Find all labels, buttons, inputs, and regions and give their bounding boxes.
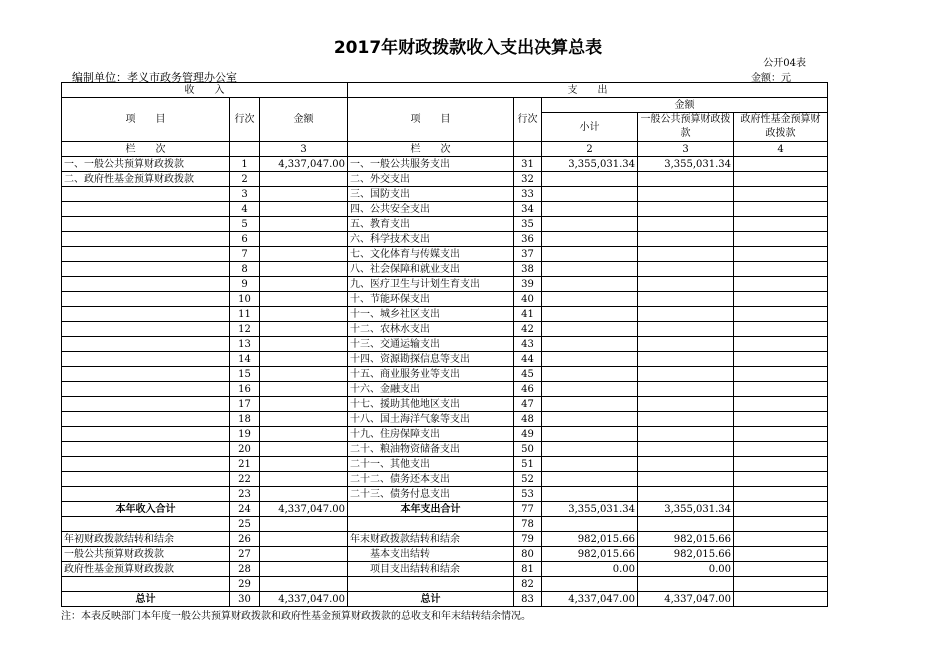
expense-gov-fund-cell <box>734 427 828 442</box>
expense-subtotal-cell <box>542 247 638 262</box>
table-row <box>62 157 828 172</box>
table-row <box>62 562 828 577</box>
expense-item-cell: 十五、商业服务业等支出 <box>348 367 514 382</box>
gov-fund-header: 政府性基金预算财政拨款 <box>734 113 828 142</box>
expense-gov-fund-cell <box>734 247 828 262</box>
expense-row-no-cell: 37 <box>514 247 542 262</box>
income-amount-cell <box>260 307 348 322</box>
expense-gov-fund-cell <box>734 172 828 187</box>
subtotal-header: 小计 <box>542 113 638 142</box>
table-row <box>62 472 828 487</box>
expense-item-cell: 十二、农林水支出 <box>348 322 514 337</box>
expense-general-budget-cell <box>638 232 734 247</box>
expense-row-no-cell: 80 <box>514 547 542 562</box>
expense-gov-fund-cell <box>734 277 828 292</box>
expense-item-cell: 八、社会保障和就业支出 <box>348 262 514 277</box>
income-row-no-cell: 27 <box>230 547 260 562</box>
column-index-row <box>62 142 828 157</box>
income-item-cell <box>62 232 230 247</box>
table-row <box>62 382 828 397</box>
income-amount-cell <box>260 247 348 262</box>
expense-subtotal-cell: 3,355,031.34 <box>542 157 638 172</box>
income-item-cell <box>62 187 230 202</box>
expense-row-no-cell: 33 <box>514 187 542 202</box>
expense-row-no-cell: 38 <box>514 262 542 277</box>
expense-item-header: 项 目 <box>348 98 514 142</box>
expense-general-budget-cell <box>638 172 734 187</box>
income-row-no-cell: 18 <box>230 412 260 427</box>
income-row-no-cell: 23 <box>230 487 260 502</box>
header-row-1 <box>62 83 828 98</box>
expense-subtotal-cell <box>542 382 638 397</box>
expense-subtotal-cell <box>542 322 638 337</box>
expense-item-cell <box>348 577 514 592</box>
income-col-label: 栏 次 <box>62 142 230 157</box>
income-amount-cell <box>260 277 348 292</box>
table-row <box>62 457 828 472</box>
expense-general-budget-cell <box>638 337 734 352</box>
table-row <box>62 352 828 367</box>
expense-item-cell: 十四、资源勘探信息等支出 <box>348 352 514 367</box>
expense-gov-fund-cell <box>734 442 828 457</box>
expense-row-no-cell: 32 <box>514 172 542 187</box>
expense-row-no-cell: 34 <box>514 202 542 217</box>
expense-item-cell: 五、教育支出 <box>348 217 514 232</box>
table-row <box>62 337 828 352</box>
expense-subtotal-cell <box>542 577 638 592</box>
table-row <box>62 217 828 232</box>
expense-subtotal-cell <box>542 472 638 487</box>
expense-row-no-cell: 41 <box>514 307 542 322</box>
income-col-3: 3 <box>260 142 348 157</box>
expense-subtotal-cell <box>542 292 638 307</box>
income-amount-cell <box>260 367 348 382</box>
income-row-no-cell: 28 <box>230 562 260 577</box>
expense-gov-fund-cell <box>734 352 828 367</box>
income-item-cell <box>62 217 230 232</box>
expense-general-budget-cell: 3,355,031.34 <box>638 502 734 517</box>
expense-subtotal-cell <box>542 412 638 427</box>
expense-item-cell: 二十、粮油物资储备支出 <box>348 442 514 457</box>
expense-row-no-cell: 82 <box>514 577 542 592</box>
income-item-cell: 二、政府性基金预算财政拨款 <box>62 172 230 187</box>
income-amount-cell <box>260 397 348 412</box>
expense-gov-fund-cell <box>734 577 828 592</box>
income-item-cell <box>62 577 230 592</box>
income-row-no-cell: 26 <box>230 532 260 547</box>
expense-row-no-cell: 42 <box>514 322 542 337</box>
income-row-no-cell: 22 <box>230 472 260 487</box>
expense-subtotal-cell: 982,015.66 <box>542 532 638 547</box>
expense-col-4: 4 <box>734 142 828 157</box>
expense-general-budget-cell: 982,015.66 <box>638 547 734 562</box>
expense-row-no-cell: 83 <box>514 592 542 607</box>
income-item-cell <box>62 247 230 262</box>
income-item-cell <box>62 337 230 352</box>
expense-col-no <box>514 142 542 157</box>
expense-gov-fund-cell <box>734 412 828 427</box>
income-amount-cell <box>260 262 348 277</box>
table-row <box>62 547 828 562</box>
expense-general-budget-cell <box>638 577 734 592</box>
expense-gov-fund-cell <box>734 382 828 397</box>
expense-subtotal-cell: 3,355,031.34 <box>542 502 638 517</box>
income-item-cell <box>62 382 230 397</box>
expense-item-cell: 本年支出合计 <box>348 502 514 517</box>
income-row-no-cell: 10 <box>230 292 260 307</box>
income-amount-cell <box>260 517 348 532</box>
income-amount-cell <box>260 217 348 232</box>
expense-subtotal-cell <box>542 442 638 457</box>
expense-row-no-cell: 44 <box>514 352 542 367</box>
expense-gov-fund-cell <box>734 232 828 247</box>
expense-general-budget-cell <box>638 517 734 532</box>
income-item-cell <box>62 487 230 502</box>
income-row-no-cell: 6 <box>230 232 260 247</box>
income-row-no-cell: 1 <box>230 157 260 172</box>
income-row-no-cell: 21 <box>230 457 260 472</box>
expense-row-no-cell: 39 <box>514 277 542 292</box>
income-item-cell <box>62 397 230 412</box>
expense-subtotal-cell <box>542 217 638 232</box>
table-row <box>62 277 828 292</box>
expense-subtotal-cell <box>542 172 638 187</box>
expense-item-cell: 十八、国土海洋气象等支出 <box>348 412 514 427</box>
expense-item-cell: 九、医疗卫生与计划生育支出 <box>348 277 514 292</box>
income-amount-cell <box>260 577 348 592</box>
income-item-cell: 一般公共预算财政拨款 <box>62 547 230 562</box>
income-row-no-cell: 30 <box>230 592 260 607</box>
income-item-cell <box>62 292 230 307</box>
table-row <box>62 322 828 337</box>
expense-subtotal-cell <box>542 397 638 412</box>
expense-gov-fund-cell <box>734 487 828 502</box>
expense-general-budget-cell <box>638 292 734 307</box>
income-amount-cell <box>260 337 348 352</box>
expense-item-cell: 十、节能环保支出 <box>348 292 514 307</box>
expense-row-no-cell: 31 <box>514 157 542 172</box>
expense-subtotal-cell <box>542 337 638 352</box>
income-row-no-cell: 15 <box>230 367 260 382</box>
expense-item-cell: 十一、城乡社区支出 <box>348 307 514 322</box>
table-row <box>62 577 828 592</box>
expense-row-no-cell: 36 <box>514 232 542 247</box>
table-row <box>62 367 828 382</box>
income-amount-cell <box>260 472 348 487</box>
income-row-no-cell: 11 <box>230 307 260 322</box>
expense-row-no-cell: 50 <box>514 442 542 457</box>
income-row-no-cell: 4 <box>230 202 260 217</box>
expense-gov-fund-cell <box>734 262 828 277</box>
table-row <box>62 187 828 202</box>
expense-general-budget-cell <box>638 217 734 232</box>
table-row <box>62 247 828 262</box>
expense-row-no-cell: 79 <box>514 532 542 547</box>
income-item-cell <box>62 277 230 292</box>
expense-subtotal-cell <box>542 367 638 382</box>
expense-header: 支 出 <box>348 83 828 98</box>
table-row <box>62 307 828 322</box>
expense-general-budget-cell: 4,337,047.00 <box>638 592 734 607</box>
expense-gov-fund-cell <box>734 502 828 517</box>
income-row-no-cell: 7 <box>230 247 260 262</box>
expense-item-cell: 二十三、债务付息支出 <box>348 487 514 502</box>
expense-subtotal-cell <box>542 457 638 472</box>
expense-gov-fund-cell <box>734 157 828 172</box>
expense-subtotal-cell: 4,337,047.00 <box>542 592 638 607</box>
expense-col-label: 栏 次 <box>348 142 514 157</box>
income-item-cell <box>62 517 230 532</box>
expense-general-budget-cell <box>638 202 734 217</box>
income-item-cell <box>62 262 230 277</box>
expense-subtotal-cell <box>542 187 638 202</box>
income-item-cell: 本年收入合计 <box>62 502 230 517</box>
budget-table <box>61 82 828 607</box>
expense-gov-fund-cell <box>734 562 828 577</box>
income-item-cell <box>62 202 230 217</box>
table-row <box>62 502 828 517</box>
expense-item-cell: 三、国防支出 <box>348 187 514 202</box>
table-row <box>62 202 828 217</box>
footnote: 注：本表反映部门本年度一般公共预算财政拨款和政府性基金预算财政拨款的总收支和年末结转结余情况。 <box>61 611 531 622</box>
income-amount-cell <box>260 487 348 502</box>
expense-general-budget-cell <box>638 382 734 397</box>
income-item-cell <box>62 457 230 472</box>
table-row <box>62 292 828 307</box>
expense-general-budget-cell <box>638 457 734 472</box>
expense-subtotal-cell <box>542 202 638 217</box>
expense-general-budget-cell: 3,355,031.34 <box>638 157 734 172</box>
expense-subtotal-cell: 982,015.66 <box>542 547 638 562</box>
expense-general-budget-cell <box>638 277 734 292</box>
income-item-cell <box>62 427 230 442</box>
expense-row-no-cell: 52 <box>514 472 542 487</box>
expense-general-budget-cell <box>638 412 734 427</box>
expense-item-cell: 六、科学技术支出 <box>348 232 514 247</box>
expense-gov-fund-cell <box>734 217 828 232</box>
expense-col-3: 3 <box>638 142 734 157</box>
income-row-no-cell: 12 <box>230 322 260 337</box>
expense-subtotal-cell <box>542 352 638 367</box>
table-row <box>62 427 828 442</box>
expense-row-no-cell: 45 <box>514 367 542 382</box>
income-row-no-cell: 5 <box>230 217 260 232</box>
income-row-no-cell: 25 <box>230 517 260 532</box>
table-row <box>62 487 828 502</box>
income-row-no-cell: 13 <box>230 337 260 352</box>
expense-gov-fund-cell <box>734 532 828 547</box>
expense-item-cell: 十六、金融支出 <box>348 382 514 397</box>
income-col-no <box>230 142 260 157</box>
expense-general-budget-cell: 982,015.66 <box>638 532 734 547</box>
expense-subtotal-cell <box>542 277 638 292</box>
expense-item-cell: 二、外交支出 <box>348 172 514 187</box>
income-amount-cell <box>260 427 348 442</box>
expense-row-no-cell: 51 <box>514 457 542 472</box>
expense-item-cell: 总计 <box>348 592 514 607</box>
income-row-no-cell: 8 <box>230 262 260 277</box>
income-row-no-cell: 20 <box>230 442 260 457</box>
table-row <box>62 412 828 427</box>
expense-row-no-cell: 40 <box>514 292 542 307</box>
general-budget-header: 一般公共预算财政拨款 <box>638 113 734 142</box>
table-body <box>62 83 828 607</box>
expense-item-cell: 四、公共安全支出 <box>348 202 514 217</box>
income-item-cell <box>62 307 230 322</box>
income-row-no-cell: 9 <box>230 277 260 292</box>
form-number: 公开04表 <box>763 58 806 69</box>
table-row <box>62 592 828 607</box>
expense-subtotal-cell: 0.00 <box>542 562 638 577</box>
table-row <box>62 442 828 457</box>
expense-general-budget-cell <box>638 352 734 367</box>
income-row-no-cell: 29 <box>230 577 260 592</box>
expense-general-budget-cell <box>638 322 734 337</box>
expense-row-no-cell: 77 <box>514 502 542 517</box>
income-amount-cell <box>260 412 348 427</box>
income-amount-cell <box>260 547 348 562</box>
income-item-cell <box>62 352 230 367</box>
expense-general-budget-cell: 0.00 <box>638 562 734 577</box>
expense-item-cell: 二十二、债务还本支出 <box>348 472 514 487</box>
income-row-no-cell: 16 <box>230 382 260 397</box>
income-item-cell: 政府性基金预算财政拨款 <box>62 562 230 577</box>
expense-col-2: 2 <box>542 142 638 157</box>
expense-item-cell: 年末财政拨款结转和结余 <box>348 532 514 547</box>
expense-gov-fund-cell <box>734 367 828 382</box>
income-row-no-cell: 14 <box>230 352 260 367</box>
expense-gov-fund-cell <box>734 322 828 337</box>
expense-gov-fund-cell <box>734 472 828 487</box>
expense-gov-fund-cell <box>734 202 828 217</box>
expense-item-cell: 基本支出结转 <box>348 547 514 562</box>
income-amount-cell <box>260 442 348 457</box>
income-item-cell <box>62 472 230 487</box>
expense-general-budget-cell <box>638 247 734 262</box>
expense-row-no-header: 行次 <box>514 98 542 142</box>
expense-row-no-cell: 78 <box>514 517 542 532</box>
expense-gov-fund-cell <box>734 547 828 562</box>
income-item-cell <box>62 367 230 382</box>
expense-row-no-cell: 53 <box>514 487 542 502</box>
expense-subtotal-cell <box>542 517 638 532</box>
expense-general-budget-cell <box>638 307 734 322</box>
income-amount-cell <box>260 457 348 472</box>
income-amount-cell <box>260 292 348 307</box>
expense-item-cell: 十九、住房保障支出 <box>348 427 514 442</box>
expense-item-cell: 十七、援助其他地区支出 <box>348 397 514 412</box>
expense-row-no-cell: 49 <box>514 427 542 442</box>
expense-general-budget-cell <box>638 187 734 202</box>
expense-subtotal-cell <box>542 232 638 247</box>
expense-general-budget-cell <box>638 487 734 502</box>
expense-row-no-cell: 47 <box>514 397 542 412</box>
income-amount-cell <box>260 532 348 547</box>
income-amount-cell: 4,337,047.00 <box>260 502 348 517</box>
income-row-no-cell: 3 <box>230 187 260 202</box>
table-row <box>62 172 828 187</box>
income-header: 收 入 <box>62 83 348 98</box>
expense-subtotal-cell <box>542 427 638 442</box>
expense-subtotal-cell <box>542 262 638 277</box>
expense-gov-fund-cell <box>734 517 828 532</box>
expense-item-cell <box>348 517 514 532</box>
table-row <box>62 517 828 532</box>
income-amount-cell <box>260 232 348 247</box>
table-row <box>62 262 828 277</box>
expense-gov-fund-cell <box>734 337 828 352</box>
expense-general-budget-cell <box>638 427 734 442</box>
income-item-cell: 总计 <box>62 592 230 607</box>
expense-item-cell: 二十一、其他支出 <box>348 457 514 472</box>
income-row-no-cell: 2 <box>230 172 260 187</box>
income-amount-cell <box>260 322 348 337</box>
income-amount-cell <box>260 172 348 187</box>
income-amount-cell <box>260 202 348 217</box>
table-row <box>62 397 828 412</box>
expense-subtotal-cell <box>542 487 638 502</box>
income-item-header: 项 目 <box>62 98 230 142</box>
income-item-cell <box>62 322 230 337</box>
table-row <box>62 532 828 547</box>
income-row-no-cell: 17 <box>230 397 260 412</box>
expense-general-budget-cell <box>638 472 734 487</box>
expense-gov-fund-cell <box>734 457 828 472</box>
expense-general-budget-cell <box>638 442 734 457</box>
expense-gov-fund-cell <box>734 187 828 202</box>
expense-amount-header: 金额 <box>542 98 828 113</box>
income-amount-cell <box>260 352 348 367</box>
reporting-unit: 编制单位：孝义市政务管理办公室 <box>72 71 237 84</box>
expense-gov-fund-cell <box>734 397 828 412</box>
income-amount-cell <box>260 382 348 397</box>
report-title: 2017年财政拨款收入支出决算总表 <box>333 38 603 58</box>
expense-row-no-cell: 81 <box>514 562 542 577</box>
income-item-cell <box>62 412 230 427</box>
income-amount-cell <box>260 562 348 577</box>
expense-general-budget-cell <box>638 397 734 412</box>
expense-gov-fund-cell <box>734 592 828 607</box>
income-row-no-cell: 24 <box>230 502 260 517</box>
expense-row-no-cell: 35 <box>514 217 542 232</box>
income-item-cell: 一、一般公共预算财政拨款 <box>62 157 230 172</box>
table-row <box>62 232 828 247</box>
expense-subtotal-cell <box>542 307 638 322</box>
header-row-2 <box>62 98 828 113</box>
expense-row-no-cell: 46 <box>514 382 542 397</box>
expense-item-cell: 七、文化体育与传媒支出 <box>348 247 514 262</box>
expense-row-no-cell: 43 <box>514 337 542 352</box>
expense-general-budget-cell <box>638 367 734 382</box>
expense-gov-fund-cell <box>734 292 828 307</box>
amount-unit: 金额：元 <box>751 73 791 84</box>
income-item-cell <box>62 442 230 457</box>
income-amount-cell: 4,337,047.00 <box>260 157 348 172</box>
income-amount-cell: 4,337,047.00 <box>260 592 348 607</box>
expense-item-cell: 十三、交通运输支出 <box>348 337 514 352</box>
expense-gov-fund-cell <box>734 307 828 322</box>
income-item-cell: 年初财政拨款结转和结余 <box>62 532 230 547</box>
income-amount-header: 金额 <box>260 98 348 142</box>
expense-item-cell: 一、一般公共服务支出 <box>348 157 514 172</box>
income-amount-cell <box>260 187 348 202</box>
expense-general-budget-cell <box>638 262 734 277</box>
income-row-no-header: 行次 <box>230 98 260 142</box>
expense-item-cell: 项目支出结转和结余 <box>348 562 514 577</box>
expense-row-no-cell: 48 <box>514 412 542 427</box>
income-row-no-cell: 19 <box>230 427 260 442</box>
